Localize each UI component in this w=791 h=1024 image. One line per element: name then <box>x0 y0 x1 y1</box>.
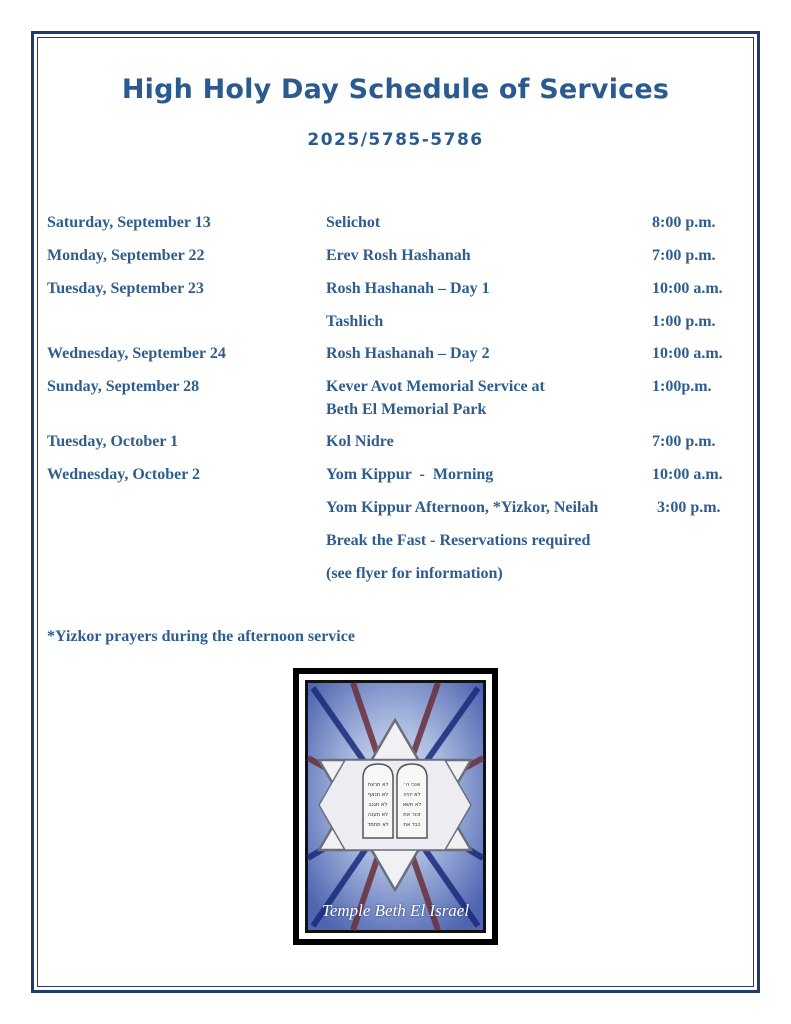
page-title: High Holy Day Schedule of Services <box>121 74 670 105</box>
schedule-time: 10:00 a.m. <box>652 345 723 362</box>
schedule-date: Saturday, September 13 <box>47 214 211 231</box>
svg-text:לא יהיה: לא יהיה <box>403 792 421 798</box>
yizkor-footnote: *Yizkor prayers during the afternoon service <box>47 628 355 645</box>
schedule-date: Wednesday, September 24 <box>47 345 226 362</box>
schedule-time: 3:00 p.m. <box>657 499 721 516</box>
svg-text:לא תשא: לא תשא <box>402 802 422 808</box>
schedule-event: Yom Kippur - Morning <box>326 466 494 483</box>
schedule-event: Rosh Hashanah – Day 2 <box>326 345 490 362</box>
svg-text:לא תרצח: לא תרצח <box>367 782 389 788</box>
stained-glass-artwork <box>293 668 498 945</box>
schedule-date: Wednesday, October 2 <box>47 466 201 483</box>
schedule-time: 7:00 p.m. <box>652 433 716 450</box>
schedule-time: 10:00 a.m. <box>652 466 723 483</box>
schedule-time: 8:00 p.m. <box>652 214 716 231</box>
schedule-event: Kol Nidre <box>326 433 394 450</box>
schedule-time: 7:00 p.m. <box>652 247 716 264</box>
svg-text:לא תנאף: לא תנאף <box>367 792 389 798</box>
schedule-event: Rosh Hashanah – Day 1 <box>326 280 490 297</box>
schedule-date: Tuesday, October 1 <box>47 433 179 450</box>
schedule-time: 1:00p.m. <box>652 378 712 395</box>
svg-text:זכור את: זכור את <box>403 812 421 818</box>
schedule-event-line2: Beth El Memorial Park <box>326 401 487 418</box>
schedule-date: Sunday, September 28 <box>47 378 200 395</box>
schedule-event: Kever Avot Memorial Service at <box>326 378 545 395</box>
schedule-event: (see flyer for information) <box>326 565 503 582</box>
svg-text:כבד את: כבד את <box>403 822 421 828</box>
schedule-time: 1:00 p.m. <box>652 313 716 330</box>
schedule-date: Monday, September 22 <box>47 247 205 264</box>
svg-text:לא תחמד: לא תחמד <box>367 822 389 828</box>
schedule-event: Erev Rosh Hashanah <box>326 247 471 264</box>
page-subtitle: 2025/5785-5786 <box>307 130 484 150</box>
svg-text:אנכי ה׳: אנכי ה׳ <box>403 782 421 788</box>
schedule-event: Selichot <box>326 214 381 231</box>
schedule-time: 10:00 a.m. <box>652 280 723 297</box>
artwork-caption: Temple Beth El Israel <box>321 901 470 920</box>
schedule-event: Tashlich <box>326 313 384 330</box>
svg-text:לא תענה: לא תענה <box>367 812 389 818</box>
svg-text:לא תגנב: לא תגנב <box>368 802 388 808</box>
schedule-date: Tuesday, September 23 <box>47 280 204 297</box>
schedule-event: Yom Kippur Afternoon, *Yizkor, Neilah <box>326 499 599 516</box>
schedule-event: Break the Fast - Reservations required <box>326 532 591 549</box>
